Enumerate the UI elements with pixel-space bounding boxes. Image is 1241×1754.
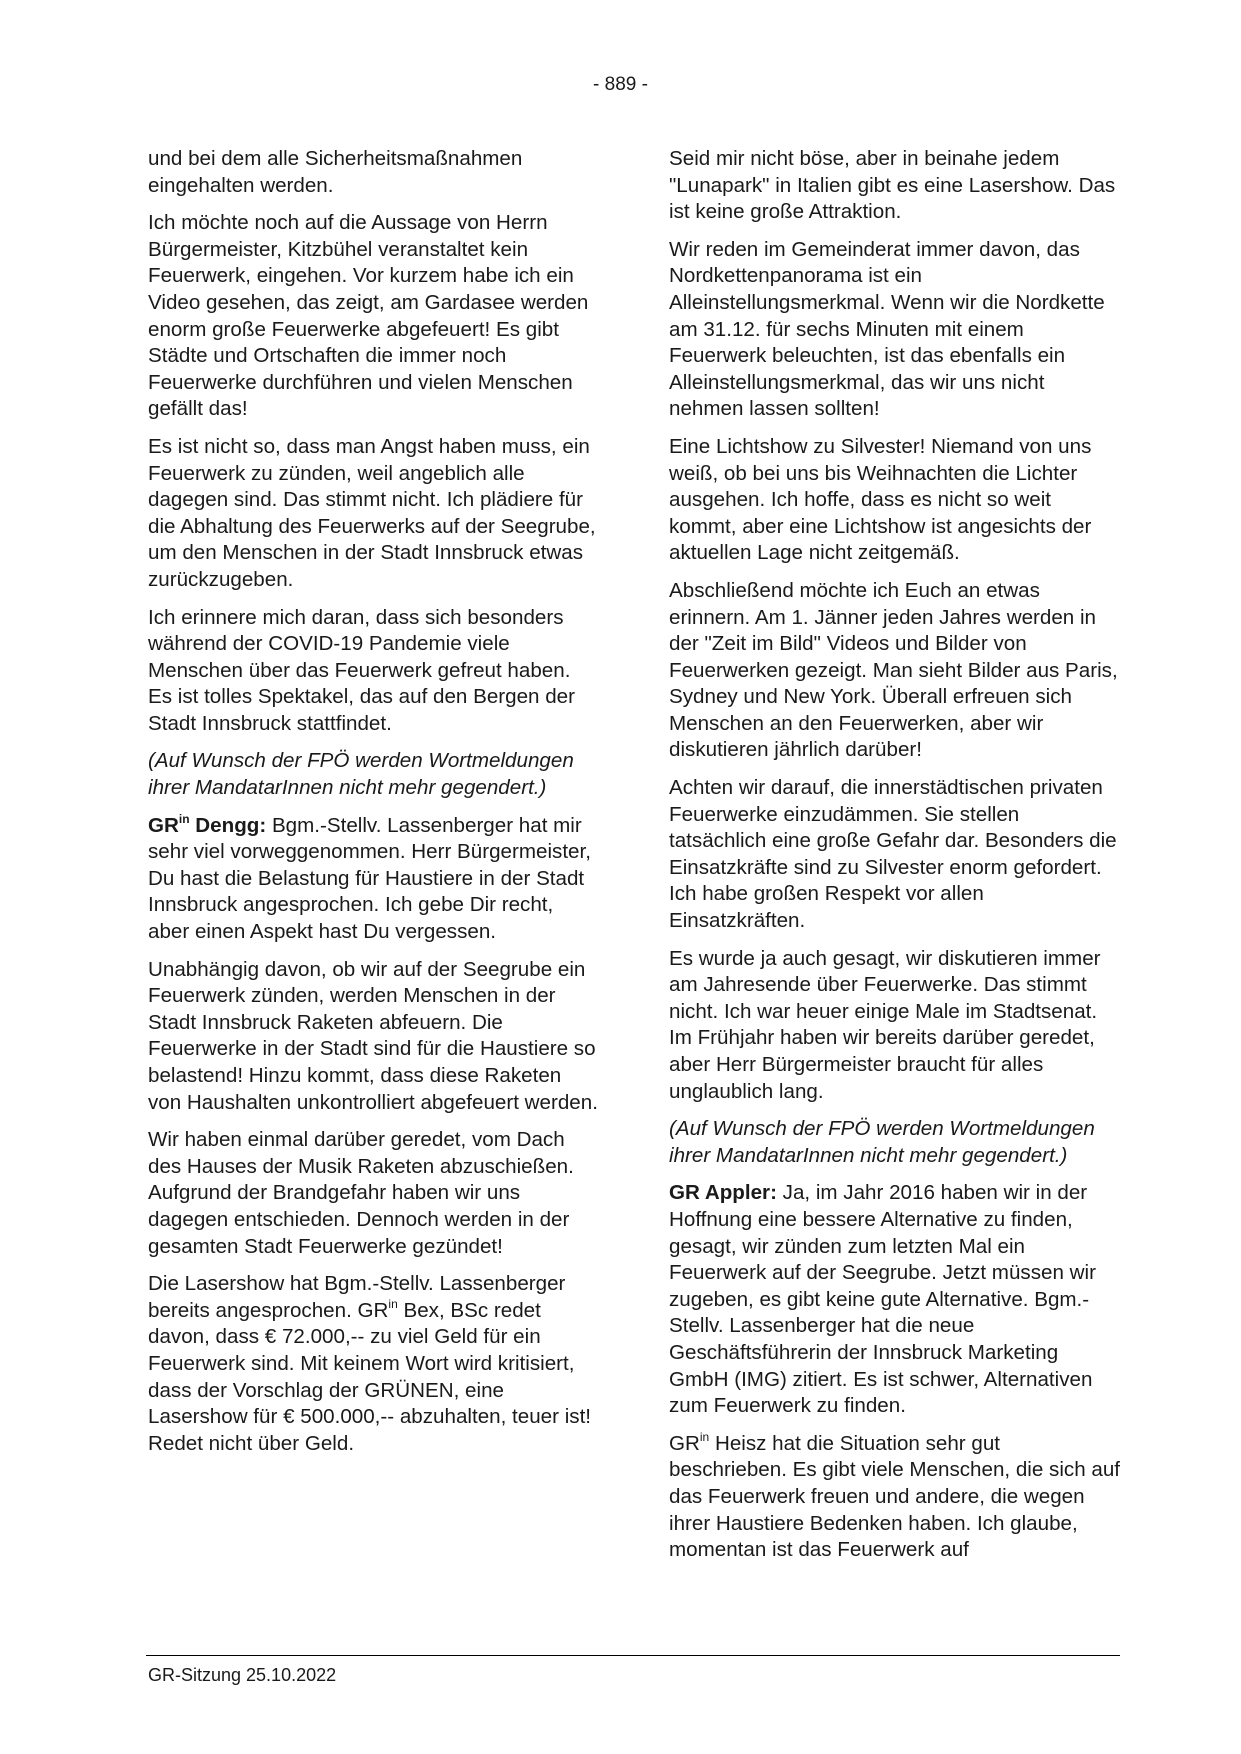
speaker-title-superscript: in (178, 811, 190, 826)
paragraph: Wir reden im Gemeinderat immer davon, das Nordkettenpanorama ist ein Alleinstellungsmerkmal. Wenn wir die Nordkette am 31.12. für sechs Minuten mit einem Feuerwerk beleuchten, ist das ebenfalls ein Alleinstellungsmerkmal, das wir uns nicht nehmen lassen sollten! (669, 237, 1105, 421)
speech-text: Ja, im Jahr 2016 haben wir in der Hoffnung eine bessere Alternative zu finden, gesagt, wir zünden zum letzten Mal ein Feuerwerk auf der Seegrube. Jetzt müssen wir zugeben, es gibt keine gute Alternative. Bgm.-Stellv. Lassenberger hat die neue Geschäftsführerin der Innsbruck Marketing GmbH (IMG) zitiert. Es ist schwer, Alternativen zum Feuerwerk zu finden. (669, 1181, 1096, 1418)
paragraph: Eine Lichtshow zu Silvester! Niemand von uns weiß, ob bei uns bis Weihnachten die Lichter ausgehen. Ich hoffe, dass es nicht so weit kommt, aber eine Lichtshow ist angesichts der aktuellen Lage nicht zeitgemäß. (669, 434, 1092, 565)
gender-note: (Auf Wunsch der FPÖ werden Wortmeldungen ihrer MandatarInnen nicht mehr gegendert.) (148, 749, 574, 800)
left-column (148, 146, 600, 1468)
speech-text: Bgm.-Stellv. Lassenberger hat mir sehr viel vorweggenommen. Herr Bürgermeister, Du hast die Belastung für Haustiere in der Stadt Innsbruck angesprochen. Ich gebe Dir recht, aber einen Aspekt hast Du vergessen. (148, 813, 591, 944)
paragraph-text: Heisz hat die Situation sehr gut beschrieben. Es gibt viele Menschen, die sich auf das Feuerwerk freuen und andere, die wegen ihrer Haustiere Bedenken haben. Ich glaube, momentan ist das Feuerwerk auf (669, 1431, 1121, 1562)
paragraph: Ich erinnere mich daran, dass sich besonders während der COVID-19 Pandemie viele Menschen über das Feuerwerk gefreut haben. Es ist tolles Spektakel, das auf den Bergen der Stadt Innsbruck stattfindet. (148, 605, 575, 735)
speaker-surname: Dengg: (189, 813, 267, 837)
title-superscript: in (388, 1296, 398, 1311)
paragraph: Ich möchte noch auf die Aussage von Herrn Bürgermeister, Kitzbühel veranstaltet kein Feuerwerk, eingehen. Vor kurzem habe ich ein Video gesehen, das zeigt, am Gardasee werden enorm große Feuerwerke abgefeuert! Es gibt Städte und Ortschaften die immer noch Feuerwerke durchführen und vielen Menschen gefällt das! (148, 211, 589, 421)
paragraph: Unabhängig davon, ob wir auf der Seegrube ein Feuerwerk zünden, werden Menschen in der Stadt Innsbruck Raketen abfeuern. Die Feuerwerke in der Stadt sind für die Haustiere so belastend! Hinzu kommt, dass diese Raketen von Haushalten unkontrolliert abgefeuert werden. (148, 957, 598, 1114)
footer-session-date: GR-Sitzung 25.10.2022 (148, 1665, 337, 1685)
speaker-name (148, 811, 267, 837)
paragraph-text: GR (669, 1431, 700, 1455)
gender-note: (Auf Wunsch der FPÖ werden Wortmeldungen ihrer MandatarInnen nicht mehr gegendert.) (669, 1117, 1095, 1167)
paragraph: Wir haben einmal darüber geredet, vom Dach des Hauses der Musik Raketen abzuschießen. Aufgrund der Brandgefahr haben wir uns dagegen entschieden. Dennoch werden in der gesamten Stadt Feuerwerke gezündet! (148, 1128, 574, 1258)
paragraph-lasershow (148, 1271, 600, 1457)
paragraph: Es ist nicht so, dass man Angst haben muss, ein Feuerwerk zu zünden, weil angeblich alle dagegen sind. Das stimmt nicht. Ich plädiere für die Abhaltung des Feuerwerks auf der Seegrube, um den Menschen in der Stadt Innsbruck etwas zurückzugeben. (148, 434, 596, 591)
speech-appler (669, 1180, 1121, 1419)
paragraph-text: Bex, BSc redet davon, dass € 72.000,-- zu viel Geld für ein Feuerwerk sind. Mit keinem Wort wird kritisiert, dass der Vorschlag der GRÜNEN, eine Lasershow für € 500.000,-- abzuhalten, teuer ist! Redet nicht über Geld. (148, 1298, 592, 1455)
speaker-title: GR (148, 813, 179, 837)
paragraph: Abschließend möchte ich Euch an etwas erinnern. Am 1. Jänner jeden Jahres werden in der "Zeit im Bild" Videos und Bilder von Feuerwerken gezeigt. Man sieht Bilder aus Paris, Sydney und New York. Überall erfreuen sich Menschen an den Feuerwerken, aber wir diskutieren jährlich darüber! (669, 578, 1118, 762)
right-column (669, 146, 1121, 1575)
speech-dengg (148, 813, 600, 946)
paragraph: und bei dem alle Sicherheitsmaßnahmen eingehalten werden. (148, 147, 523, 197)
paragraph: Seid mir nicht böse, aber in beinahe jedem "Lunapark" in Italien gibt es eine Lasershow. Das ist keine große Attraktion. (669, 147, 1116, 224)
paragraph: Achten wir darauf, die innerstädtischen privaten Feuerwerke einzudämmen. Sie stellen tatsächlich eine große Gefahr dar. Besonders die Einsatzkräfte sind zu Silvester enorm gefordert. Ich habe großen Respekt vor allen Einsatzkräften. (669, 776, 1117, 933)
title-superscript: in (699, 1429, 710, 1444)
speaker-name: GR Appler: (669, 1181, 777, 1205)
paragraph-text: Die Lasershow hat Bgm.-Stellv. Lassenberger bereits angesprochen. GR (148, 1272, 566, 1322)
paragraph-heisz (669, 1431, 1121, 1564)
page-number: - 889 - (593, 74, 648, 95)
footer-divider (146, 1655, 1120, 1656)
paragraph: Es wurde ja auch gesagt, wir diskutieren immer am Jahresende über Feuerwerke. Das stimmt nicht. Ich war heuer einige Male im Stadtsenat. Im Frühjahr haben wir bereits darüber geredet, aber Herr Bürgermeister braucht für alles unglaublich lang. (669, 946, 1101, 1103)
